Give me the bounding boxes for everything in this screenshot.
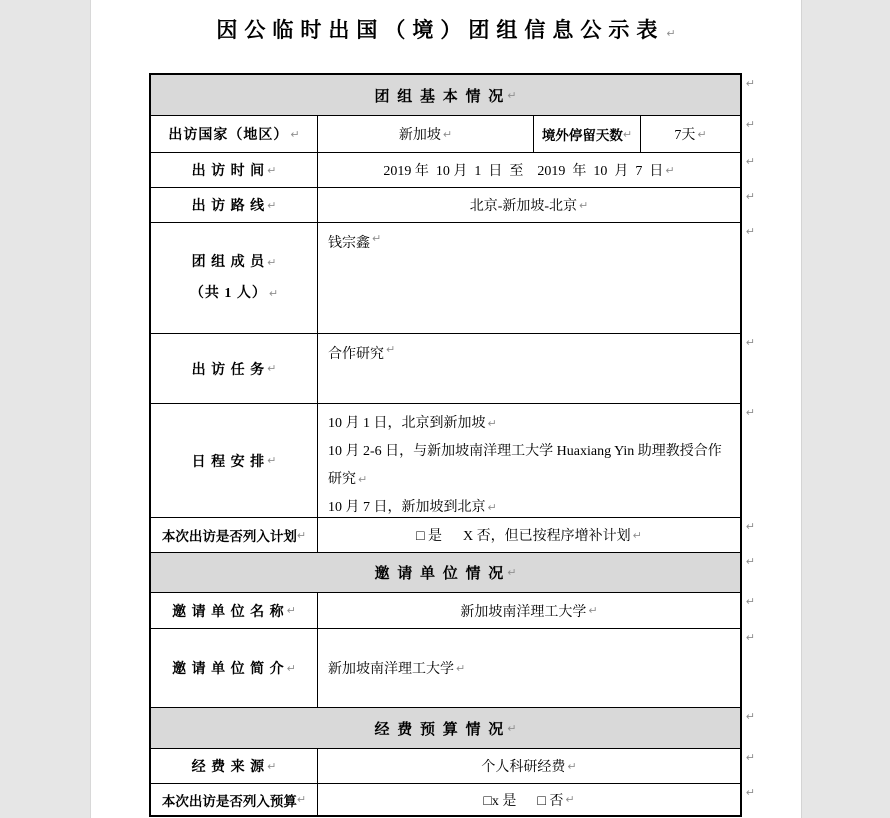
inviter-name-label: 邀 请 单 位 名 称 — [172, 604, 285, 620]
members-label-cell — [151, 223, 317, 333]
travel-time-value: 2019 年 10 月 1 日 至 2019 年 10 月 7 日 — [383, 164, 664, 179]
stay-days-value: 7天 — [674, 128, 696, 143]
end-of-row-mark-icon: ↵ — [745, 595, 755, 608]
schedule-line-text: 10 月 2-6 日，与新加坡南洋理工大学 Huaxiang Yin 助理教授合作研究 — [328, 444, 722, 487]
inviter-intro-label: 邀 请 单 位 简 介 — [172, 662, 285, 677]
paragraph-mark-icon: ↵ — [565, 793, 575, 806]
paragraph-mark-icon: ↵ — [567, 759, 577, 773]
document-page — [90, 0, 802, 818]
paragraph-mark-icon: ↵ — [386, 343, 396, 356]
end-of-row-mark-icon: ↵ — [745, 631, 755, 644]
in-budget-value-cell — [317, 784, 740, 815]
paragraph-mark-icon: ↵ — [456, 661, 466, 675]
row-route — [151, 187, 755, 222]
paragraph-mark-icon: ↵ — [632, 528, 642, 542]
row-members — [151, 222, 755, 333]
end-of-row-mark-icon: ↵ — [745, 155, 755, 168]
paragraph-mark-icon: ↵ — [267, 454, 277, 467]
end-of-row-mark-icon: ↵ — [745, 520, 755, 533]
paragraph-mark-icon: ↵ — [507, 88, 517, 102]
row-inviter-intro — [151, 628, 755, 707]
section-title: 团 组 基 本 情 况 — [374, 88, 506, 105]
paragraph-mark-icon: ↵ — [267, 759, 277, 773]
in-plan-checkboxes: □ 是 X 否，但已按程序增补计划 — [416, 529, 631, 544]
in-plan-label: 本次出访是否列入计划 — [161, 529, 297, 544]
row-in-budget — [151, 783, 755, 815]
country-label-cell — [151, 116, 317, 152]
row-task — [151, 333, 755, 403]
stay-days-value-cell — [640, 116, 740, 152]
members-count-label: （共 1 人） — [189, 286, 267, 301]
fund-source-value: 个人科研经费 — [481, 760, 566, 775]
country-label: 出访国家（地区） — [168, 128, 289, 143]
task-label: 出 访 任 务 — [191, 362, 266, 378]
route-value-cell — [317, 188, 740, 222]
end-of-row-mark-icon: ↵ — [745, 555, 755, 568]
row-in-plan — [151, 517, 755, 552]
task-value: 合作研究 — [328, 347, 384, 362]
section-header-cell — [151, 708, 740, 748]
route-value: 北京-新加坡-北京 — [469, 199, 578, 214]
in-plan-value-cell — [317, 518, 740, 552]
section-header-budget — [151, 707, 755, 748]
paragraph-mark-icon: ↵ — [697, 127, 707, 141]
fund-source-label-cell — [151, 749, 317, 783]
schedule-line — [328, 410, 730, 438]
paragraph-mark-icon: ↵ — [579, 198, 589, 212]
row-inviter-name — [151, 592, 755, 628]
paragraph-mark-icon: ↵ — [267, 256, 277, 269]
row-country — [151, 115, 755, 152]
stay-days-label: 境外停留天数 — [541, 128, 623, 143]
in-budget-label: 本次出访是否列入预算 — [161, 793, 297, 809]
paragraph-mark-icon: ↵ — [666, 27, 676, 40]
country-value: 新加坡 — [398, 128, 441, 143]
fund-source-label: 经 费 来 源 — [191, 760, 266, 775]
travel-time-label: 出 访 时 间 — [191, 164, 266, 179]
in-budget-label-cell — [151, 784, 317, 815]
paragraph-mark-icon: ↵ — [487, 501, 497, 514]
inviter-intro-value-cell — [317, 629, 740, 707]
task-label-cell — [151, 334, 317, 403]
travel-time-label-cell — [151, 153, 317, 187]
inviter-intro-value: 新加坡南洋理工大学 — [328, 662, 454, 677]
in-budget-checkboxes: □x 是 □ 否 — [483, 793, 564, 809]
schedule-line-text: 10 月 1 日，北京到新加坡 — [328, 416, 486, 431]
paragraph-mark-icon: ↵ — [286, 604, 296, 617]
paragraph-mark-icon: ↵ — [296, 793, 307, 806]
paragraph-mark-icon: ↵ — [267, 198, 277, 212]
paragraph-mark-icon: ↵ — [588, 604, 598, 617]
inviter-name-value-cell — [317, 593, 740, 628]
section-header-cell — [151, 75, 740, 115]
end-of-row-mark-icon: ↵ — [745, 751, 755, 764]
section-header-basic-info — [151, 75, 755, 115]
paragraph-mark-icon: ↵ — [442, 127, 453, 141]
inviter-name-value: 新加坡南洋理工大学 — [460, 604, 587, 620]
section-title: 邀 请 单 位 情 况 — [374, 566, 506, 582]
paragraph-mark-icon: ↵ — [487, 417, 497, 430]
paragraph-mark-icon: ↵ — [665, 163, 675, 177]
schedule-label: 日 程 安 排 — [191, 454, 266, 470]
end-of-row-mark-icon: ↵ — [745, 406, 755, 419]
stay-days-label-cell — [533, 116, 640, 152]
end-of-row-mark-icon: ↵ — [745, 118, 755, 131]
end-of-row-mark-icon: ↵ — [745, 190, 755, 203]
paragraph-mark-icon: ↵ — [358, 473, 368, 486]
task-value-cell — [317, 334, 740, 403]
section-header-inviting-unit — [151, 552, 755, 592]
paragraph-mark-icon: ↵ — [296, 528, 307, 542]
end-of-row-mark-icon: ↵ — [745, 77, 755, 90]
section-header-cell — [151, 553, 740, 592]
form-table — [149, 73, 755, 817]
members-value-cell — [317, 223, 740, 333]
paragraph-mark-icon: ↵ — [507, 566, 517, 579]
end-of-row-mark-icon: ↵ — [745, 786, 755, 799]
inviter-intro-label-cell — [151, 629, 317, 707]
inviter-name-label-cell — [151, 593, 317, 628]
route-label-cell — [151, 188, 317, 222]
end-of-row-mark-icon: ↵ — [745, 710, 755, 723]
paragraph-mark-icon: ↵ — [286, 661, 296, 675]
schedule-value-cell — [317, 404, 740, 517]
row-travel-time — [151, 152, 755, 187]
travel-time-value-cell — [317, 153, 740, 187]
paragraph-mark-icon: ↵ — [372, 232, 382, 245]
section-title: 经 费 预 算 情 况 — [374, 721, 506, 738]
country-value-cell — [317, 116, 533, 152]
paragraph-mark-icon: ↵ — [267, 362, 277, 375]
document-title: 因公临时出国（境）团组信息公示表 — [216, 18, 665, 42]
members-value: 钱宗鑫 — [328, 236, 370, 251]
paragraph-mark-icon: ↵ — [622, 127, 633, 141]
schedule-line-text: 10 月 7 日，新加坡到北京 — [328, 500, 486, 515]
schedule-label-cell — [151, 404, 317, 517]
paragraph-mark-icon: ↵ — [507, 721, 517, 735]
end-of-row-mark-icon: ↵ — [745, 336, 755, 349]
end-of-row-mark-icon: ↵ — [745, 225, 755, 238]
schedule-line — [328, 438, 730, 494]
row-fund-source — [151, 748, 755, 783]
row-schedule — [151, 403, 755, 517]
members-label: 团 组 成 员 — [191, 255, 266, 270]
paragraph-mark-icon: ↵ — [290, 127, 300, 141]
schedule-line — [328, 494, 730, 517]
document-title-row — [91, 14, 801, 44]
paragraph-mark-icon: ↵ — [267, 163, 277, 177]
in-plan-label-cell — [151, 518, 317, 552]
route-label: 出 访 路 线 — [191, 199, 266, 214]
fund-source-value-cell — [317, 749, 740, 783]
paragraph-mark-icon: ↵ — [268, 287, 279, 300]
